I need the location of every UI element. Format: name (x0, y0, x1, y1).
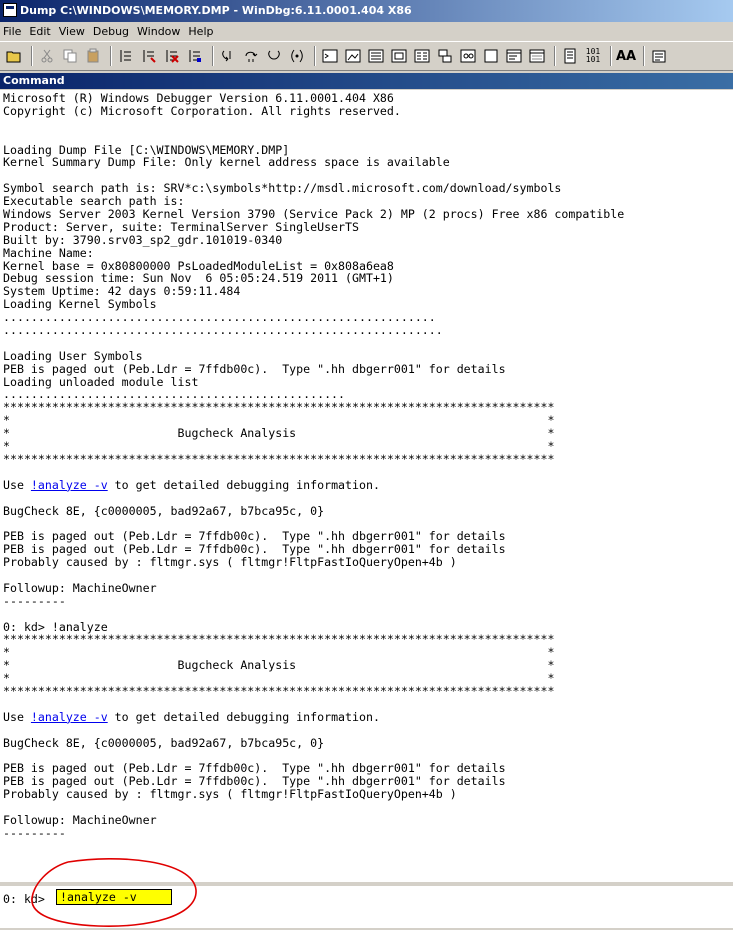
output-line: Loading Dump File [C:\WINDOWS\MEMORY.DMP] (3, 142, 290, 157)
step-over-icon[interactable] (241, 46, 261, 66)
analyze-v-link[interactable]: !analyze -v (30, 709, 108, 724)
source-window-icon[interactable] (527, 46, 547, 66)
output-line: System Uptime: 42 days 0:59:11.484 (3, 284, 241, 299)
command-window-title: Command (3, 74, 65, 87)
toolbar-separator (31, 46, 33, 66)
go-icon[interactable] (116, 46, 136, 66)
paste-icon[interactable] (83, 46, 103, 66)
cut-icon[interactable] (37, 46, 57, 66)
output-line: Loading unloaded module list (3, 374, 199, 389)
command-window-icon[interactable] (320, 46, 340, 66)
output-line: PEB is paged out (Peb.Ldr = 7ffdb00c). Type ".hh dbgerr001" for details (3, 761, 506, 776)
toolbar (0, 41, 733, 71)
output-line: Loading User Symbols (3, 348, 143, 363)
output-line: Executable search path is: (3, 194, 185, 209)
output-line: Product: Server, suite: TerminalServer SingleUserTS (3, 219, 359, 234)
output-line: ******************************************************************************* (3, 632, 555, 647)
output-line: ................................................. (3, 387, 346, 402)
output-line: Kernel base = 0x80800000 PsLoadedModuleList = 0x808a6ea8 (3, 258, 394, 273)
output-line: ............................................................... (3, 323, 443, 338)
break-icon[interactable] (185, 46, 205, 66)
output-line: * Bugcheck Analysis * (3, 426, 555, 441)
output-line: Debug session time: Sun Nov 6 05:05:24.519 2011 (GMT+1) (3, 271, 394, 286)
windbg-app-icon[interactable] (3, 3, 17, 17)
command-window-header (0, 73, 733, 89)
command-input-bar (0, 884, 733, 909)
output-line: * * (3, 413, 555, 428)
hex-status-icon[interactable] (583, 46, 603, 66)
toolbar-separator (610, 46, 612, 66)
output-line: * * (3, 439, 555, 454)
output-line (3, 569, 733, 582)
toolbar-separator (212, 46, 214, 66)
locals-window-icon[interactable] (366, 46, 386, 66)
output-line (3, 801, 733, 814)
output-line: ******************************************************************************* (3, 683, 555, 698)
output-line: Built by: 3790.srv03_sp2_gdr.101019-0340 (3, 232, 283, 247)
output-line: Machine Name: (3, 245, 94, 260)
watch-window-icon[interactable] (343, 46, 363, 66)
menu-debug[interactable]: Debug (92, 25, 130, 38)
output-line: PEB is paged out (Peb.Ldr = 7ffdb00c). Type ".hh dbgerr001" for details (3, 774, 506, 789)
output-line: Windows Server 2003 Kernel Version 3790 (Service Pack 2) MP (2 procs) Free x86 compatible (3, 207, 625, 222)
output-line: Microsoft (R) Windows Debugger Version 6.11.0001.404 X86 (3, 91, 394, 105)
output-line: Use !analyze -v to get detailed debugging information. (3, 477, 380, 492)
output-line: * * (3, 645, 555, 660)
menu-view[interactable]: View (58, 25, 85, 38)
output-line: BugCheck 8E, {c0000005, bad92a67, b7bca95c, 0} (3, 735, 325, 750)
output-line (3, 492, 733, 505)
toolbar-separator (110, 46, 112, 66)
output-line: Kernel Summary Dump File: Only kernel address space is available (3, 155, 450, 170)
copy-icon[interactable] (60, 46, 80, 66)
memory-window-icon[interactable] (412, 46, 432, 66)
command-input[interactable]: !analyze -v (56, 889, 172, 905)
output-line (3, 724, 733, 737)
output-line: ******************************************************************************* (3, 400, 555, 415)
output-line (3, 466, 733, 479)
output-line (3, 131, 733, 144)
menu-window[interactable]: Window (137, 25, 181, 38)
status-area (0, 909, 733, 928)
disassembly-window-icon[interactable] (458, 46, 478, 66)
kd-prompt: 0: kd> (3, 892, 45, 906)
stop-debugging-icon[interactable] (162, 46, 182, 66)
output-line: PEB is paged out (Peb.Ldr = 7ffdb00c). Type ".hh dbgerr001" for details (3, 542, 506, 557)
debugger-output[interactable] (0, 90, 733, 882)
output-line: --------- (3, 593, 66, 608)
output-line: ******************************************************************************* (3, 451, 555, 466)
output-line: PEB is paged out (Peb.Ldr = 7ffdb00c). Type ".hh dbgerr001" for details (3, 529, 506, 544)
scratch-pad-icon[interactable] (481, 46, 501, 66)
run-to-cursor-icon[interactable] (287, 46, 307, 66)
output-line: * * (3, 671, 555, 686)
title-bar (0, 0, 733, 22)
menu-help[interactable]: Help (188, 25, 214, 38)
output-line (3, 118, 733, 131)
analyze-v-link[interactable]: !analyze -v (30, 477, 108, 492)
processes-threads-icon[interactable] (504, 46, 524, 66)
call-stack-window-icon[interactable] (435, 46, 455, 66)
output-line: Loading Kernel Symbols (3, 297, 157, 312)
source-mode-icon[interactable] (560, 46, 580, 66)
toolbar-separator (554, 46, 556, 66)
font-icon[interactable] (616, 46, 636, 66)
hex-status-top: 101 (585, 47, 601, 56)
registers-window-icon[interactable] (389, 46, 409, 66)
output-line (3, 698, 733, 711)
output-line: Use !analyze -v to get detailed debugging information. (3, 709, 380, 724)
output-line: 0: kd> !analyze (3, 619, 108, 634)
output-line: .............................................................. (3, 310, 436, 325)
output-line: PEB is paged out (Peb.Ldr = 7ffdb00c). Type ".hh dbgerr001" for details (3, 361, 506, 376)
toolbar-separator (314, 46, 316, 66)
restart-icon[interactable] (139, 46, 159, 66)
window-title: Dump C:\WINDOWS\MEMORY.DMP - WinDbg:6.11.0001.404 X86 (20, 4, 412, 17)
output-line: Probably caused by : fltmgr.sys ( fltmgr!FltpFastIoQueryOpen+4b ) (3, 787, 457, 802)
step-out-icon[interactable] (264, 46, 284, 66)
output-line: Symbol search path is: SRV*c:\symbols*http://msdl.microsoft.com/download/symbols (3, 181, 562, 196)
output-line: Probably caused by : fltmgr.sys ( fltmgr!FltpFastIoQueryOpen+4b ) (3, 555, 457, 570)
font-label: AA (615, 48, 637, 64)
output-line: BugCheck 8E, {c0000005, bad92a67, b7bca95c, 0} (3, 503, 325, 518)
menu-bar (0, 22, 733, 41)
menu-edit[interactable]: Edit (29, 25, 51, 38)
output-line: Copyright (c) Microsoft Corporation. All rights reserved. (3, 103, 401, 118)
menu-file[interactable]: File (3, 25, 22, 38)
options-icon[interactable] (649, 46, 669, 66)
output-line: --------- (3, 825, 66, 840)
open-icon[interactable] (4, 46, 24, 66)
output-line (3, 608, 733, 621)
output-line (3, 337, 733, 350)
step-into-icon[interactable] (218, 46, 238, 66)
hex-status-bottom: 101 (585, 55, 601, 64)
output-line: * Bugcheck Analysis * (3, 658, 555, 673)
output-line: Followup: MachineOwner (3, 812, 157, 827)
output-line: Followup: MachineOwner (3, 580, 157, 595)
toolbar-separator (643, 46, 645, 66)
